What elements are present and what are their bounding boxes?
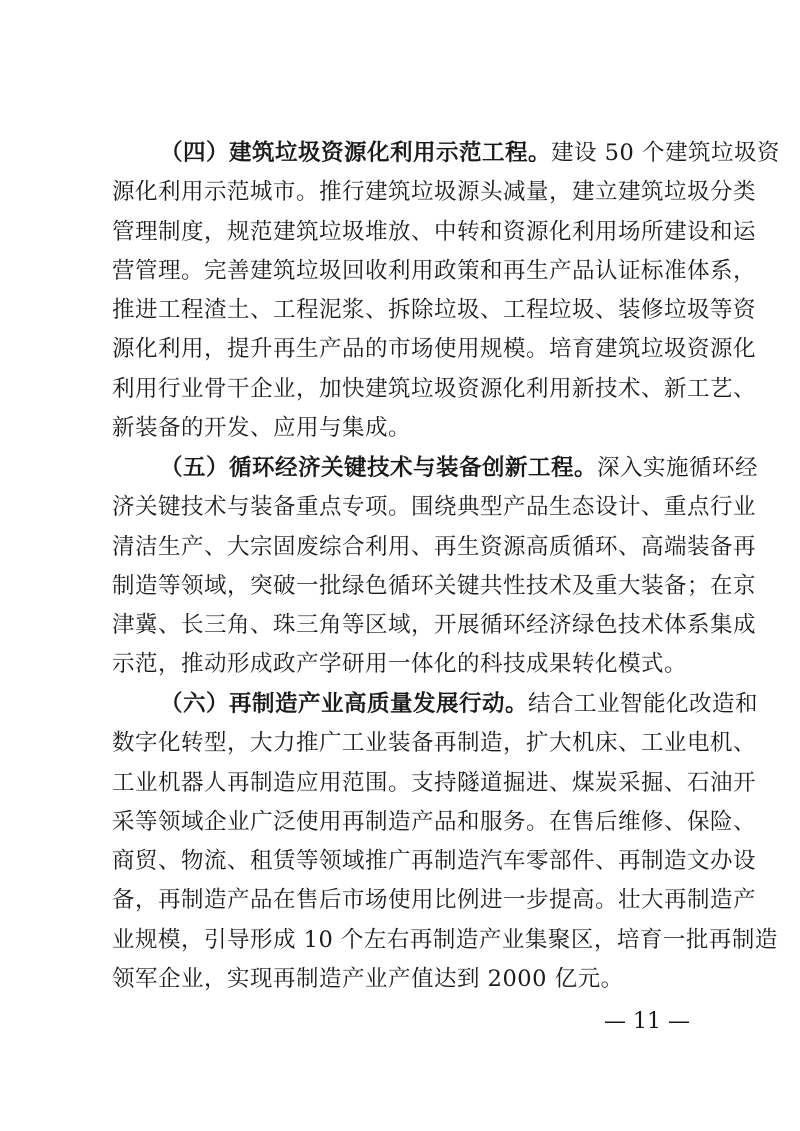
paragraph-text: 深入实施循环经 [597,455,759,481]
paragraph-line: 营管理。完善建筑垃圾回收利用政策和再生产品认证标准体系， [112,257,757,284]
section-heading: （四）建筑垃圾资源化利用示范工程。 [160,140,552,166]
paragraph-line: 工业机器人再制造应用范围。支持隧道掘进、煤炭采掘、石油开 [112,769,757,796]
paragraph-line [112,685,759,724]
paragraph-line: 津冀、长三角、珠三角等区域，开展循环经济绿色技术体系集成 [112,612,757,639]
section-key-technology [112,449,759,685]
paragraph-line: 业规模，引导形成 10 个左右再制造产业集聚区，培育一批再制造 [112,926,778,953]
paragraph-line: 数字化转型，大力推广工业装备再制造，扩大机床、工业电机、 [112,730,757,757]
paragraph-line: 源化利用示范城市。推行建筑垃圾源头减量，建立建筑垃圾分类 [112,179,757,206]
paragraph-line: 商贸、物流、租赁等领域推广再制造汽车零部件、再制造文办设 [112,848,757,875]
paragraph-line [112,449,759,488]
paragraph-text: 建设 50 个建筑垃圾资 [551,140,780,166]
paragraph-line: 推进工程渣土、工程泥浆、拆除垃圾、工程垃圾、装修垃圾等资 [112,297,757,324]
paragraph-line: 新装备的开发、应用与集成。 [112,415,412,442]
paragraph-line: 领军企业，实现再制造产业产值达到 2000 亿元。 [112,966,624,993]
paragraph-line: 制造等领域，突破一批绿色循环关键共性技术及重大装备；在京 [112,572,757,599]
paragraph-line: 示范，推动形成政产学研用一体化的科技成果转化模式。 [112,651,688,678]
paragraph-line: 采等领域企业广泛使用再制造产品和服务。在售后维修、保险、 [112,808,757,835]
section-remanufacturing [112,685,778,999]
section-heading: （六）再制造产业高质量发展行动。 [160,691,529,717]
section-building-waste [112,134,780,448]
page-number: — 11 — [604,1009,690,1034]
paragraph-line: 济关键技术与装备重点专项。围绕典型产品生态设计、重点行业 [112,494,757,521]
paragraph-line: 管理制度，规范建筑垃圾堆放、中转和资源化利用场所建设和运 [112,218,757,245]
paragraph-line: 清洁生产、大宗固废综合利用、再生资源高质循环、高端装备再 [112,533,757,560]
paragraph-line [112,134,780,173]
paragraph-text: 结合工业智能化改造和 [528,691,759,717]
paragraph-line: 利用行业骨干企业，加快建筑垃圾资源化利用新技术、新工艺、 [112,375,757,402]
paragraph-line: 备，再制造产品在售后市场使用比例进一步提高。壮大再制造产 [112,887,757,914]
paragraph-line: 源化利用，提升再生产品的市场使用规模。培育建筑垃圾资源化 [112,336,757,363]
section-heading: （五）循环经济关键技术与装备创新工程。 [160,455,598,481]
